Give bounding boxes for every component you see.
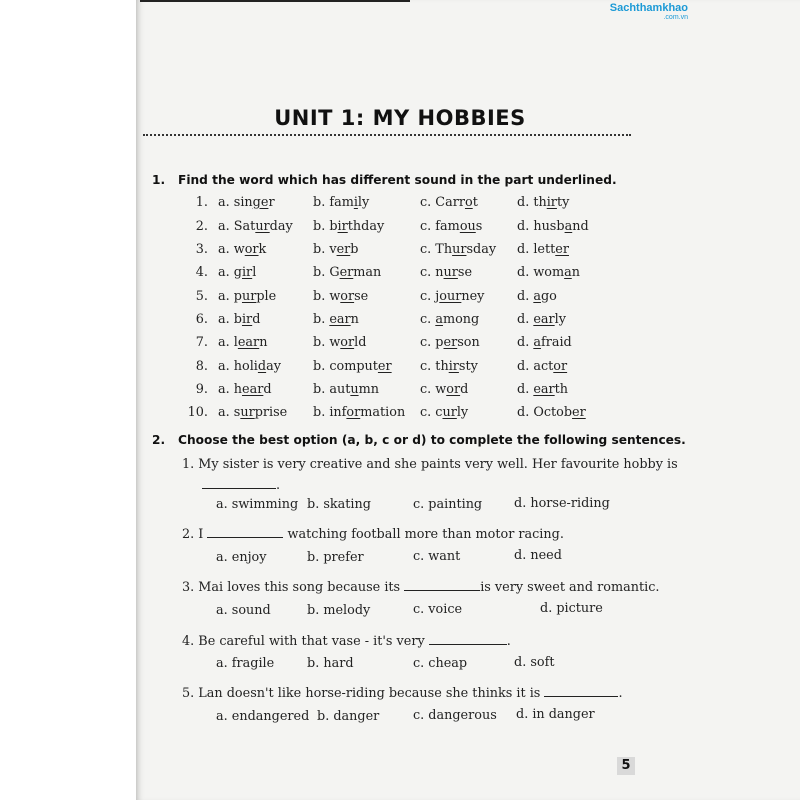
word-part: mn xyxy=(358,382,379,397)
option-a[interactable] xyxy=(218,265,256,280)
word-part: se xyxy=(354,289,369,304)
word-part: ly xyxy=(357,195,370,210)
word-part: d xyxy=(460,382,469,397)
word-part: s xyxy=(475,219,483,234)
option-a[interactable] xyxy=(218,335,267,350)
question-text: I xyxy=(198,527,204,542)
word-part: c. j xyxy=(420,289,440,304)
underlined-sound: ear xyxy=(242,382,264,397)
word-part: mation xyxy=(360,405,406,420)
row-number: 4. xyxy=(195,265,208,280)
underlined-sound: or xyxy=(340,289,355,304)
underlined-sound: er xyxy=(377,359,392,374)
word-part: ld xyxy=(354,335,367,350)
table-row xyxy=(0,195,800,217)
word-part: l xyxy=(252,265,257,280)
underlined-sound: er xyxy=(336,242,351,257)
option-d[interactable] xyxy=(517,312,566,327)
row-number: 2. xyxy=(195,219,208,234)
word-part: b. v xyxy=(313,242,337,257)
top-edge-line xyxy=(140,0,410,2)
word-part: d. xyxy=(517,335,534,350)
option-b[interactable]: b. hard xyxy=(307,656,354,671)
underlined-sound: or xyxy=(446,382,461,397)
underlined-sound: ir xyxy=(337,219,348,234)
word-part: d. wom xyxy=(517,265,565,280)
word-part: se xyxy=(457,265,473,280)
question-2-stem xyxy=(182,525,564,545)
table-row xyxy=(0,242,800,264)
word-part: b. inf xyxy=(313,405,347,420)
word-part: d. act xyxy=(517,359,554,374)
underlined-sound: u xyxy=(350,382,359,397)
option-b[interactable]: b. prefer xyxy=(307,550,364,565)
page-number: 5 xyxy=(617,757,635,775)
option-b[interactable] xyxy=(313,289,368,304)
underlined-sound: ir xyxy=(241,312,253,327)
word-part: ple xyxy=(256,289,277,304)
option-d[interactable]: d. horse-riding xyxy=(514,496,610,511)
word-part: b. aut xyxy=(313,382,351,397)
word-part: c. Carr xyxy=(420,195,465,210)
underlined-sound: or xyxy=(553,359,568,374)
question-number: 2. xyxy=(182,527,195,542)
option-b[interactable] xyxy=(313,219,384,234)
underlined-sound: ear xyxy=(237,335,260,350)
word-part: day xyxy=(269,219,293,234)
underlined-sound: er xyxy=(572,405,586,420)
word-part: d. lett xyxy=(517,242,556,257)
option-a[interactable]: a. endangered xyxy=(216,709,310,724)
word-part: d. xyxy=(517,289,534,304)
option-c[interactable] xyxy=(420,359,478,374)
dotted-divider xyxy=(143,134,631,136)
option-a[interactable] xyxy=(218,405,287,420)
underlined-sound: ur xyxy=(255,219,270,234)
option-c[interactable] xyxy=(420,335,480,350)
option-c[interactable] xyxy=(420,289,484,304)
word-part: sday xyxy=(466,242,497,257)
option-b[interactable] xyxy=(313,405,405,420)
word-part: b. b xyxy=(313,219,338,234)
word-part: man xyxy=(353,265,382,280)
option-a[interactable]: a. swimming xyxy=(216,497,299,512)
underlined-sound: a xyxy=(564,265,572,280)
answer-blank[interactable] xyxy=(202,476,276,489)
row-number: 5. xyxy=(195,289,208,304)
word-part: ty xyxy=(556,195,570,210)
option-d[interactable]: d. picture xyxy=(540,601,603,616)
word-part: prise xyxy=(254,405,288,420)
question-number: 4. xyxy=(182,634,195,649)
word-part: ly xyxy=(554,312,566,327)
word-part: a. Sat xyxy=(218,219,256,234)
option-c[interactable] xyxy=(420,405,468,420)
underlined-sound: i xyxy=(353,195,358,210)
word-part: c. w xyxy=(420,382,447,397)
question-text: My sister is very creative and she paints very well. Her favourite hobby is xyxy=(198,457,678,472)
option-b[interactable] xyxy=(313,382,379,397)
option-a[interactable] xyxy=(218,382,272,397)
option-a[interactable] xyxy=(218,289,276,304)
word-part: a. g xyxy=(218,265,242,280)
word-part: c. th xyxy=(420,359,449,374)
page-title: UNIT 1: MY HOBBIES xyxy=(274,106,526,130)
word-part: sty xyxy=(458,359,478,374)
word-part: b xyxy=(350,242,359,257)
underlined-sound: a xyxy=(564,219,573,234)
word-part: d. xyxy=(517,312,534,327)
word-part: d. Octob xyxy=(517,405,573,420)
question-text: watching football more than motor racing. xyxy=(287,527,564,542)
option-b[interactable]: b. skating xyxy=(307,497,371,512)
option-c[interactable] xyxy=(420,219,482,234)
section-1-instruction: Find the word which has different sound in the part underlined. xyxy=(178,173,617,187)
word-part: go xyxy=(540,289,557,304)
row-number: 10. xyxy=(187,405,208,420)
underlined-sound: or xyxy=(346,405,361,420)
brand-watermark xyxy=(610,4,688,22)
question-text-end: . xyxy=(618,686,623,701)
underlined-sound: ir xyxy=(241,265,253,280)
word-part: ay xyxy=(266,359,281,374)
word-part: b. w xyxy=(313,289,341,304)
word-part: n xyxy=(350,312,359,327)
answer-blank[interactable] xyxy=(404,578,480,591)
word-part: b. comput xyxy=(313,359,378,374)
word-part: a. h xyxy=(218,382,243,397)
underlined-sound: our xyxy=(439,289,462,304)
question-1-stem xyxy=(182,455,678,475)
question-1-blank-line xyxy=(202,476,280,496)
option-b[interactable] xyxy=(313,242,358,257)
underlined-sound: er xyxy=(443,335,458,350)
option-b[interactable]: b. melody xyxy=(307,603,371,618)
option-b[interactable] xyxy=(313,335,366,350)
underlined-sound: ir xyxy=(546,195,557,210)
underlined-sound: ear xyxy=(533,382,555,397)
question-5-stem xyxy=(182,684,623,704)
word-part: r xyxy=(268,195,275,210)
table-row xyxy=(0,265,800,287)
option-d[interactable] xyxy=(517,242,569,257)
row-number: 3. xyxy=(195,242,208,257)
option-d[interactable] xyxy=(517,219,589,234)
word-part: fraid xyxy=(540,335,572,350)
question-text-end: . xyxy=(276,478,281,493)
word-part: b. G xyxy=(313,265,340,280)
word-part: d. xyxy=(517,382,534,397)
option-d[interactable]: d. in danger xyxy=(516,707,595,722)
option-a[interactable]: a. enjoy xyxy=(216,550,267,565)
word-part: c. c xyxy=(420,405,443,420)
table-row xyxy=(0,289,800,311)
section-2-number: 2. xyxy=(152,433,166,447)
underlined-sound: a xyxy=(435,312,443,327)
row-number: 1. xyxy=(195,195,208,210)
underlined-sound: d xyxy=(257,359,267,374)
section-2-instruction: Choose the best option (a, b, c or d) to complete the following sentences. xyxy=(178,433,686,447)
underlined-sound: er xyxy=(555,242,569,257)
option-a[interactable]: a. sound xyxy=(216,603,271,618)
underlined-sound: er xyxy=(339,265,354,280)
question-number: 3. xyxy=(182,580,195,595)
underlined-sound: ear xyxy=(329,312,351,327)
word-part: k xyxy=(258,242,267,257)
table-row xyxy=(0,382,800,404)
underlined-sound: ear xyxy=(533,312,555,327)
answer-blank[interactable] xyxy=(544,684,618,697)
word-part: n xyxy=(571,265,581,280)
word-part: b. fam xyxy=(313,195,354,210)
word-part: c. p xyxy=(420,335,444,350)
question-text: Mai loves this song because its xyxy=(198,580,401,595)
question-3-stem xyxy=(182,578,659,598)
word-part: c. fam xyxy=(420,219,460,234)
option-b[interactable] xyxy=(313,359,392,374)
underlined-sound: ur xyxy=(240,405,255,420)
word-part: b. w xyxy=(313,335,341,350)
row-number: 9. xyxy=(195,382,208,397)
option-b[interactable] xyxy=(313,195,369,210)
option-c[interactable] xyxy=(420,312,479,327)
word-part: a. sin xyxy=(218,195,253,210)
word-part: c. Th xyxy=(420,242,453,257)
option-c[interactable]: c. voice xyxy=(413,602,463,617)
word-part: d. husb xyxy=(517,219,565,234)
word-part: ly xyxy=(456,405,469,420)
word-part: th xyxy=(554,382,569,397)
option-c[interactable]: c. want xyxy=(413,549,461,564)
option-b[interactable] xyxy=(313,265,381,280)
word-part: d xyxy=(252,312,261,327)
option-a[interactable] xyxy=(218,195,275,210)
word-part: a. l xyxy=(218,335,238,350)
option-d[interactable] xyxy=(517,359,567,374)
brand-name: Sachthamkhao xyxy=(609,2,688,14)
question-number: 5. xyxy=(182,686,195,701)
word-part: a. holi xyxy=(218,359,258,374)
option-a[interactable] xyxy=(218,242,266,257)
option-d[interactable] xyxy=(517,405,586,420)
option-d[interactable] xyxy=(517,195,569,210)
option-d[interactable]: d. need xyxy=(514,548,562,563)
underlined-sound: or xyxy=(340,335,355,350)
row-number: 8. xyxy=(195,359,208,374)
option-a[interactable]: a. fragile xyxy=(216,656,275,671)
word-part: a. b xyxy=(218,312,242,327)
underlined-sound: ur xyxy=(442,405,457,420)
option-c[interactable] xyxy=(420,242,496,257)
option-c[interactable] xyxy=(420,265,472,280)
word-part: a. s xyxy=(218,405,241,420)
option-d[interactable] xyxy=(517,335,572,350)
option-b[interactable]: b. danger xyxy=(317,709,380,724)
table-row xyxy=(0,335,800,357)
answer-blank[interactable] xyxy=(429,632,507,645)
table-row xyxy=(0,312,800,334)
underlined-sound: ge xyxy=(252,195,269,210)
word-part: c. xyxy=(420,312,436,327)
underlined-sound: ur xyxy=(452,242,467,257)
word-part: thday xyxy=(347,219,385,234)
word-part: nd xyxy=(572,219,589,234)
underlined-sound: ir xyxy=(448,359,459,374)
word-part: n xyxy=(259,335,268,350)
word-part: t xyxy=(472,195,478,210)
underlined-sound: ou xyxy=(459,219,476,234)
underlined-sound: a xyxy=(533,335,541,350)
option-a[interactable] xyxy=(218,312,260,327)
option-c[interactable] xyxy=(420,195,478,210)
word-part: d xyxy=(263,382,272,397)
option-b[interactable] xyxy=(313,312,359,327)
option-c[interactable]: c. painting xyxy=(413,497,483,512)
row-number: 7. xyxy=(195,335,208,350)
question-number: 1. xyxy=(182,457,195,472)
word-part: d. th xyxy=(517,195,547,210)
option-d[interactable] xyxy=(517,289,557,304)
underlined-sound: ur xyxy=(241,289,257,304)
option-c[interactable]: c. dangerous xyxy=(413,708,497,723)
option-a[interactable] xyxy=(218,219,293,234)
option-d[interactable] xyxy=(517,382,568,397)
option-c[interactable] xyxy=(420,382,468,397)
question-text: Lan doesn't like horse-riding because she thinks it is xyxy=(198,686,541,701)
word-part: ney xyxy=(461,289,485,304)
section-1-number: 1. xyxy=(152,173,166,187)
word-part: a. p xyxy=(218,289,242,304)
word-part: c. n xyxy=(420,265,444,280)
table-row xyxy=(0,359,800,381)
option-c[interactable]: c. cheap xyxy=(413,656,468,671)
option-d[interactable]: d. soft xyxy=(514,655,555,670)
question-text: is very sweet and romantic. xyxy=(480,580,660,595)
row-number: 6. xyxy=(195,312,208,327)
underlined-sound: o xyxy=(464,195,473,210)
question-text: Be careful with that vase - it's very xyxy=(198,634,425,649)
table-row xyxy=(0,219,800,241)
word-part: a. w xyxy=(218,242,245,257)
word-part: mong xyxy=(442,312,480,327)
table-row xyxy=(0,405,800,427)
question-text-end: . xyxy=(506,634,511,649)
question-4-stem xyxy=(182,632,511,652)
answer-blank[interactable] xyxy=(207,525,283,538)
brand-domain: .com.vn xyxy=(663,14,688,21)
word-part: b. xyxy=(313,312,330,327)
word-part: son xyxy=(457,335,480,350)
option-a[interactable] xyxy=(218,359,281,374)
underlined-sound: or xyxy=(244,242,259,257)
underlined-sound: a xyxy=(533,289,541,304)
option-d[interactable] xyxy=(517,265,580,280)
underlined-sound: ur xyxy=(443,265,458,280)
